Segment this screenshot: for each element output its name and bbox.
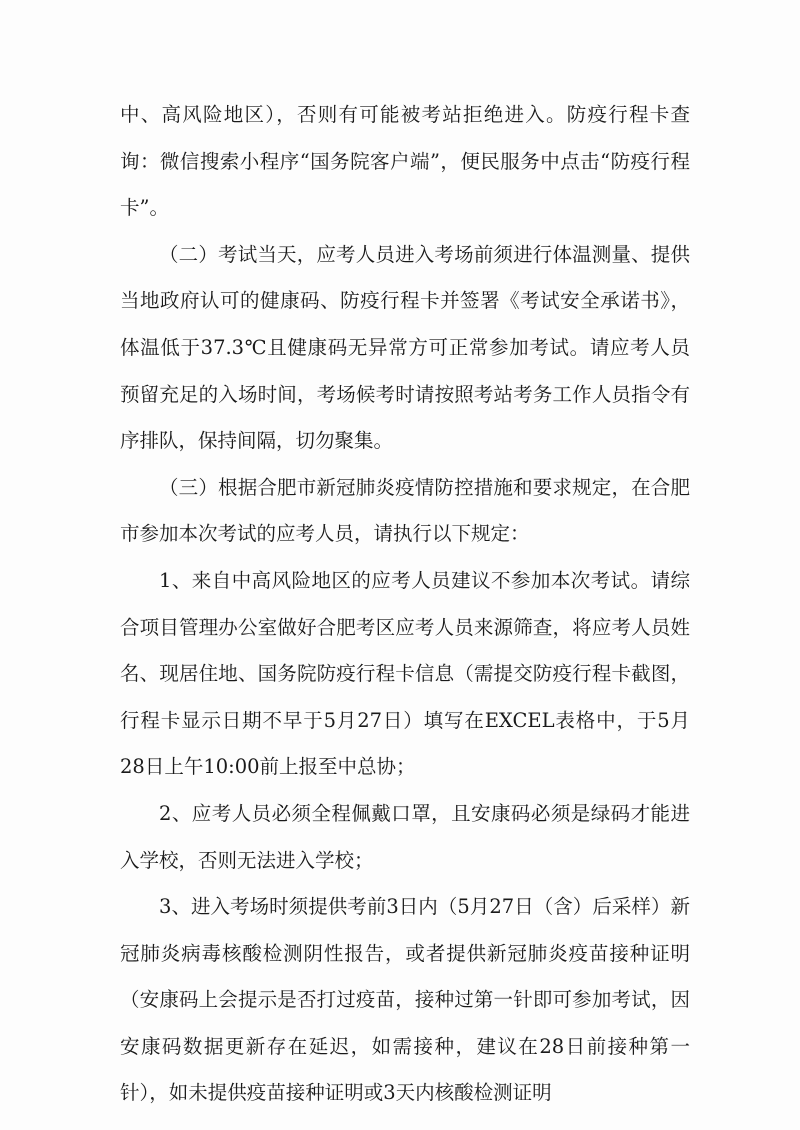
paragraph-rule-1: 1、来自中高风险地区的应考人员建议不参加本次考试。请综合项目管理办公室做好合肥考区应考人员来源筛查，将应考人员姓名、现居住地、国务院防疫行程卡信息（需提交防疫行程卡截图，行程卡显示日期不早于5月27日）填写在EXCEL表格中，于5月28日上午10:00前上报至中总协；: [120, 568, 690, 779]
paragraph-rule-3: 3、进入考场时须提供考前3日内（5月27日（含）后采样）新冠肺炎病毒核酸检测阴性报告，或者提供新冠肺炎疫苗接种证明（安康码上会提示是否打过疫苗，接种过第一针即可参加考试，因安康码数据更新存在延迟，如需接种，建议在28日前接种第一针），如未提供疫苗接种证明或3天内核酸检测证明: [120, 895, 690, 1105]
paragraph-section-3: （三）根据合肥市新冠肺炎疫情防控措施和要求规定，在合肥市参加本次考试的应考人员，请执行以下规定：: [120, 475, 690, 546]
paragraph-section-2: （二）考试当天，应考人员进入考场前须进行体温测量、提供当地政府认可的健康码、防疫行程卡并签署《考试安全承诺书》，体温低于37.3℃且健康码无异常方可正常参加考试。请应考人员预留充足的入场时间，考场候考时请按照考站考务工作人员指令有序排队，保持间隔，切勿聚集。: [120, 242, 690, 453]
paragraph-continuation: 中、高风险地区），否则有可能被考站拒绝进入。防疫行程卡查询：微信搜索小程序“国务院客户端”，便民服务中点击“防疫行程卡”。: [120, 103, 690, 220]
document-body: [120, 92, 690, 1117]
paragraph-rule-2: 2、应考人员必须全程佩戴口罩，且安康码必须是绿码才能进入学校，否则无法进入学校；: [120, 801, 690, 872]
